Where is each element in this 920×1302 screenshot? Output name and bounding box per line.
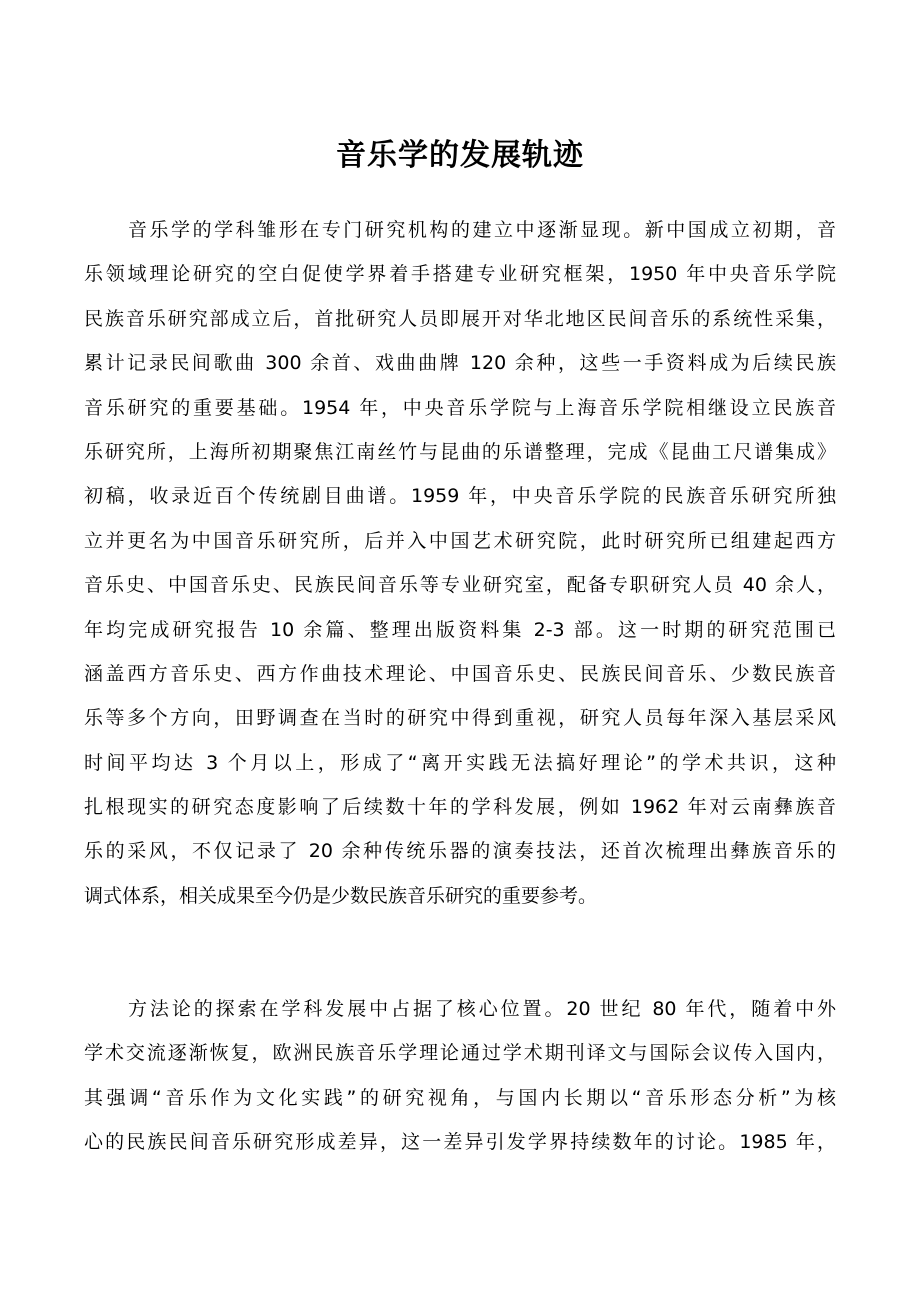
text-line: 乐研究所，上海所初期聚焦江南丝竹与昆曲的乐谱整理，完成《昆曲工尺谱集成》 — [84, 440, 836, 463]
text-line: 涵盖西方音乐史、西方作曲技术理论、中国音乐史、民族民间音乐、少数民族音 — [84, 662, 836, 685]
text-line: 方法论的探索在学科发展中占据了核心位置。20 世纪 80 年代，随着中外 — [128, 998, 836, 1020]
text-line: 年均完成研究报告 10 余篇、整理出版资料集 2-3 部。这一时期的研究范围已 — [84, 618, 836, 641]
text-line: 音乐学的学科雏形在专门研究机构的建立中逐渐显现。新中国成立初期，音 — [128, 219, 836, 241]
text-line: 学术交流逐渐恢复，欧洲民族音乐学理论通过学术期刊译文与国际会议传入国内， — [84, 1042, 836, 1065]
text-line: 音乐史、中国音乐史、民族民间音乐等专业研究室，配备专职研究人员 40 余人， — [84, 574, 836, 597]
paragraph-1 — [84, 208, 836, 918]
text-line: 扎根现实的研究态度影响了后续数十年的学科发展，例如 1962 年对云南彝族音 — [84, 796, 836, 819]
text-line: 乐领域理论研究的空白促使学界着手搭建专业研究框架，1950 年中央音乐学院 — [84, 263, 836, 286]
text-line: 其强调“音乐作为文化实践”的研究视角，与国内长期以“音乐形态分析”为核 — [84, 1086, 836, 1109]
text-line: 心的民族民间音乐研究形成差异，这一差异引发学界持续数年的讨论。1985 年， — [84, 1131, 836, 1154]
text-line: 累计记录民间歌曲 300 余首、戏曲曲牌 120 余种，这些一手资料成为后续民族 — [84, 352, 836, 375]
text-line: 民族音乐研究部成立后，首批研究人员即展开对华北地区民间音乐的系统性采集， — [84, 307, 836, 330]
text-line: 初稿，收录近百个传统剧目曲谱。1959 年，中央音乐学院的民族音乐研究所独 — [84, 485, 836, 508]
text-line: 立并更名为中国音乐研究所，后并入中国艺术研究院，此时研究所已组建起西方 — [84, 529, 836, 552]
text-line: 调式体系，相关成果至今仍是少数民族音乐研究的重要参考。 — [84, 884, 598, 907]
document-title: 音乐学的发展轨迹 — [336, 138, 584, 173]
text-line: 音乐研究的重要基础。1954 年，中央音乐学院与上海音乐学院相继设立民族音 — [84, 396, 836, 419]
text-line: 乐的采风，不仅记录了 20 余种传统乐器的演奏技法，还首次梳理出彝族音乐的 — [84, 840, 836, 863]
text-line: 时间平均达 3 个月以上，形成了“离开实践无法搞好理论”的学术共识，这种 — [84, 751, 836, 774]
paragraph-2 — [84, 987, 836, 1165]
text-line: 乐等多个方向，田野调查在当时的研究中得到重视，研究人员每年深入基层采风 — [84, 707, 836, 730]
